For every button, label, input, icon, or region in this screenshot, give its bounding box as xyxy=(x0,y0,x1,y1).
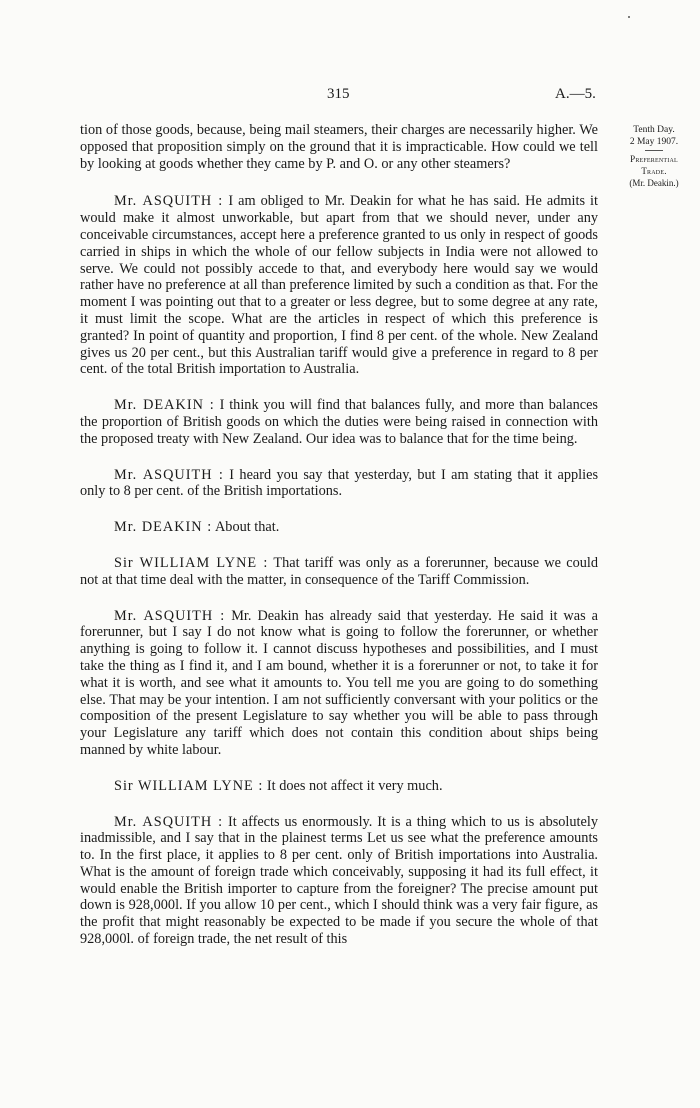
paragraph-text: I think you will find that balances fully, and more than balances the proportion of British goods on which the duties were being raised in connection with the proposed treaty with New Zealand. Our idea was to balance that for the time being. xyxy=(80,397,598,447)
paragraph-text: tion of those goods, because, being mail steamers, their charges are necessarily higher. We opposed that proposition simply on the ground that it is impracticable. How could we tell by looking at goods whether they came by P. and O. or any other steamers? xyxy=(80,122,598,172)
paragraph-text: I am obliged to Mr. Deakin for what he has said. He admits it would make it almost unworkable, but apart from that we should never, under any conceivable circumstances, accept here a preference granted to us only in respect of goods carried in ships in which the whole of our fellow subjects in India were not allowed to serve. We could not possibly accede to that, and everybody here would say we would rather have no preference at all than preference limited by such a condition as that. For the moment I was pointing out that to a greater or less degree, but to some degree at any rate, it must limit the scope. What are the articles in respect of which this preference is granted? In point of quantity and proportion, I find 8 per cent. of the whole. New Zealand gives us 20 per cent., but this Australian tariff would give a preference in regard to 8 per cent. of the total British importation to Australia. xyxy=(80,193,598,378)
speaker-name: Mr. ASQUITH : xyxy=(114,193,224,210)
paragraph xyxy=(80,193,598,378)
speaker-name: Sir WILLIAM LYNE : xyxy=(114,777,264,794)
paragraph xyxy=(80,519,598,536)
paragraph xyxy=(80,778,598,795)
paragraph-text: I heard you say that yesterday, but I am stating that it applies only to 8 per cent. of the British importations. xyxy=(80,466,599,500)
speaker-name: Mr. ASQUITH : xyxy=(114,466,224,483)
speaker-name: Mr. ASQUITH : xyxy=(114,813,224,830)
body-text xyxy=(80,122,598,967)
paragraph-text: About that. xyxy=(214,519,280,536)
speaker-name: Sir WILLIAM LYNE : xyxy=(114,554,269,571)
paragraph-continuation xyxy=(80,122,598,172)
margin-topic-line1: Preferential xyxy=(630,154,678,164)
paragraph-text: It does not affect it very much. xyxy=(266,777,443,794)
speaker-name: Mr. DEAKIN : xyxy=(114,397,215,414)
document-reference: A.—5. xyxy=(555,86,596,102)
paragraph-text: It affects us enormously. It is a thing which to us is absolutely inadmissible, and I say that in the plainest terms Let us see what the preference amounts to. In the first place, it applies to 8 per cent. only of British importations into Australia. What is the amount of foreign trade which conceivably, supposing it had its full effect, it would enable the British importer to capture from the foreigner? The precise amount put down is 928,000l. If you allow 10 per cent., which I should think was a very fair figure, as the profit that might reasonably be expected to be made if you secure the whole of that 928,000l. of foreign trade, the net result of this xyxy=(80,813,598,948)
paragraph-text: Mr. Deakin has already said that yesterday. He said it was a forerunner, but I say I do not know what is going to follow the forerunner, or whether anything is going to follow it. I cannot discuss hypotheses and possibilities, and I must take the thing as I find it, and I am bound, whether it is a forerunner or not, to take it for what it is worth, and see what it amounts to. You tell me you are going to do something else. That may be your intention. I am not sufficiently conversant with your politics or the composition of the present Legislature to say whether you will be able to pass through your Legislature any tariff which does not contain this condition about ships being manned by white labour. xyxy=(80,607,598,758)
speaker-name: Mr. DEAKIN : xyxy=(114,519,213,536)
paragraph xyxy=(80,608,598,759)
paragraph xyxy=(80,555,598,589)
page-number: 315 xyxy=(327,86,350,102)
margin-day: Tenth Day. xyxy=(633,125,675,135)
margin-date: 2 May 1907. xyxy=(629,137,679,147)
paragraph xyxy=(80,467,598,501)
page-speck xyxy=(628,16,630,18)
paragraph-text: That tariff was only as a forerunner, because we could not at that time deal with the matter, in consequence of the Tariff Commission. xyxy=(80,554,598,588)
paragraph xyxy=(80,397,598,447)
margin-note xyxy=(612,124,696,189)
speaker-name: Mr. ASQUITH : xyxy=(114,607,226,624)
paragraph xyxy=(80,814,598,948)
margin-rule xyxy=(645,150,663,151)
margin-speaker: (Mr. Deakin.) xyxy=(629,178,679,188)
margin-topic-line2: Trade. xyxy=(641,166,667,176)
